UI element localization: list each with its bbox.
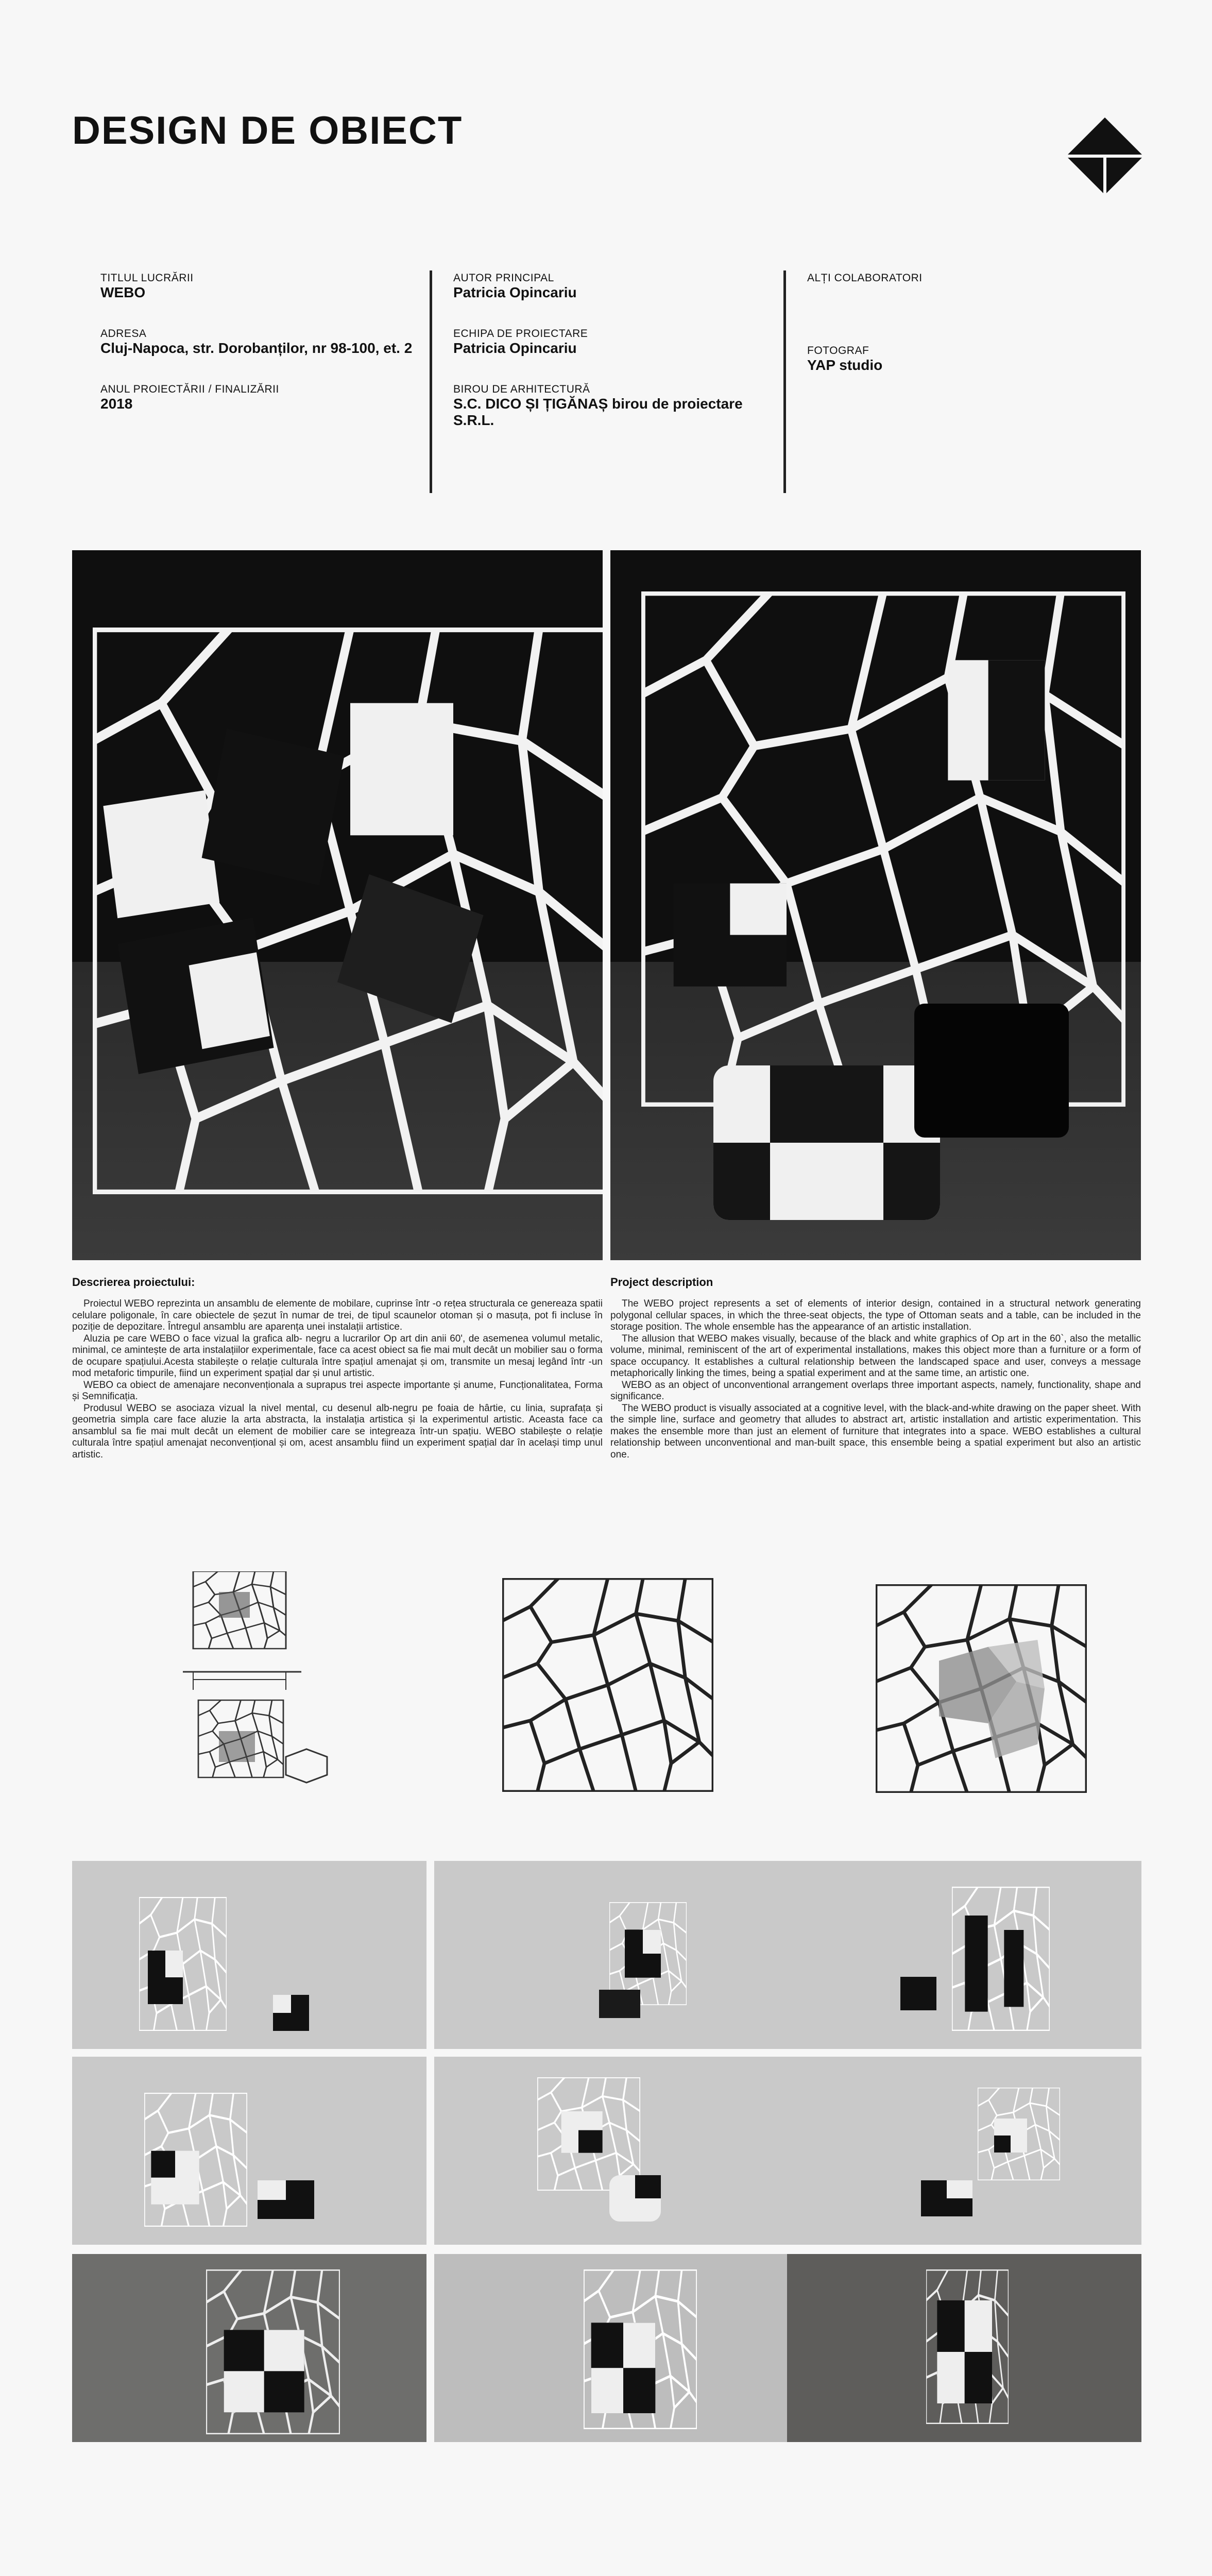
render-grid xyxy=(72,1861,1141,2442)
title-value: WEBO xyxy=(100,284,146,300)
project-photo-left xyxy=(72,550,603,1260)
pattern-drawing xyxy=(502,1578,713,1792)
description-ro-paragraph: WEBO ca obiect de amenajare neconvenționala a suprapus trei aspecte importante și anume, Funcționalitatea, Forma și Semnificația. xyxy=(72,1379,603,1402)
team-label: ECHIPA DE PROIECTARE xyxy=(453,328,588,340)
office-label: BIROU DE ARHITECTURĂ xyxy=(453,383,590,395)
description-en-paragraph: WEBO as an object of unconventional arrangement overlaps three important aspects, namely, functionality, shape and significance. xyxy=(610,1379,1141,1402)
address-label: ADRESA xyxy=(100,328,147,340)
meta-column-2 xyxy=(453,272,773,429)
address-value: Cluj-Napoca, str. Dorobanților, nr 98-100, et. 2 xyxy=(100,340,413,356)
photographer-label: FOTOGRAF xyxy=(807,345,869,357)
photographer-value: YAP studio xyxy=(807,357,883,373)
page-title: DESIGN DE OBIECT xyxy=(72,109,463,152)
render-image xyxy=(787,2254,1141,2442)
triangle-logo-icon xyxy=(1066,117,1143,195)
description-en-paragraph: The allusion that WEBO makes visually, because of the black and white graphics of Op art in the 60`, also the metallic volume, minimal, reminiscent of the art of experimental installations, makes this object more than a furniture or a form of space occupancy. It establishes a cultural relationship between the landscaped space and user, conveys a message metaphorically linking the times, being a spatial experiment and at the same time, an artistic one. xyxy=(610,1333,1141,1379)
meta-column-3 xyxy=(807,272,1126,374)
author-label: AUTOR PRINCIPAL xyxy=(453,272,554,284)
black-table xyxy=(914,1004,1069,1138)
render-image xyxy=(787,1861,1141,2049)
title-label: TITLUL LUCRĂRII xyxy=(100,272,194,284)
ottoman-seat xyxy=(713,1065,940,1220)
year-value: 2018 xyxy=(100,396,133,412)
render-image xyxy=(434,1861,789,2049)
team-value: Patricia Opincariu xyxy=(453,340,577,356)
collaborators-label: ALȚI COLABORATORI xyxy=(807,272,923,284)
render-image xyxy=(72,1861,426,2049)
year-label: ANUL PROIECTĂRII / FINALIZĂRII xyxy=(100,383,279,395)
description-ro-paragraph: Produsul WEBO se asociaza vizual la nivel mental, cu desenul alb-negru pe foaia de hârtie, cu linia, suprafața și geometria simpla care face aluzie la arta abstracta, la instalația artistica și la experimentul artistic. Aceasta face ca ansamblul sa fie mai mult decât un element de mobilier care se integreaza într-un spațiu. WEBO stabilește o relație culturala între spațiul amenajat neconvențional și om, acest ansamblu fiind un experiment spațial dar în același timp unul artistic. xyxy=(72,1402,603,1460)
office-value: S.C. DICO ȘI ȚIGĂNAȘ birou de proiectare S.R.L. xyxy=(453,396,743,428)
axonometric-drawing xyxy=(876,1584,1087,1793)
render-image xyxy=(434,2254,789,2442)
description-ro-heading: Descrierea proiectului: xyxy=(72,1276,195,1289)
description-en xyxy=(610,1276,1141,1461)
project-photo-right xyxy=(610,550,1141,1260)
author-value: Patricia Opincariu xyxy=(453,284,577,300)
description-ro-paragraph: Aluzia pe care WEBO o face vizual la grafica alb- negru a lucrarilor Op art din anii 60', de asemenea volumul metalic, minimal, ce amintește de arta instalațiilor experimentale, face ca acest obiect sa fie mai mult decât un mobilier sau o forma de ocupare spațiului.Acesta stabilește o relație culturala între spațiul amenajat și om, transmite un mesaj legând într -un mod metaforic timpurile, fiind un experiment spațial dar și unul artistic. xyxy=(72,1333,603,1379)
concept-sketches xyxy=(183,1571,332,1798)
render-image xyxy=(787,2057,1141,2245)
description-en-paragraph: The WEBO project represents a set of elements of interior design, contained in a structural network generating polygonal cellular spaces, in which the three-seat objects, the type of Ottoman seats and a table, can be included in the storage position. The whole ensemble has the appearance of an artistic installation. xyxy=(610,1298,1141,1332)
description-ro-paragraph: Proiectul WEBO reprezinta un ansamblu de elemente de mobilare, cuprinse într -o rețea structurala ce genereaza spatii celulare poligonale, în care obiectele de șezut în numar de trei, de tipul scaunelor otoman și o masuța, pot fi incluse în poziție de depozitare. Întregul ansamblu are aparența unei instalații artistice. xyxy=(72,1298,603,1332)
column-divider xyxy=(430,270,432,493)
render-image xyxy=(434,2057,789,2245)
render-image xyxy=(72,2057,426,2245)
meta-column-1 xyxy=(100,272,420,412)
description-ro xyxy=(72,1276,603,1461)
description-en-heading: Project description xyxy=(610,1276,713,1289)
column-divider xyxy=(783,270,786,493)
description-en-paragraph: The WEBO product is visually associated at a cognitive level, with the black-and-white drawing on the paper sheet. With the simple line, surface and geometry that alludes to abstract art, artistic installation and artistic experimentation. This makes the ensemble more than just an element of furniture that integrates into a space. WEBO establishes a cultural relationship between unconventional and man-built space, this ensemble being a spatial experiment but also an artistic one. xyxy=(610,1402,1141,1460)
render-image xyxy=(72,2254,426,2442)
